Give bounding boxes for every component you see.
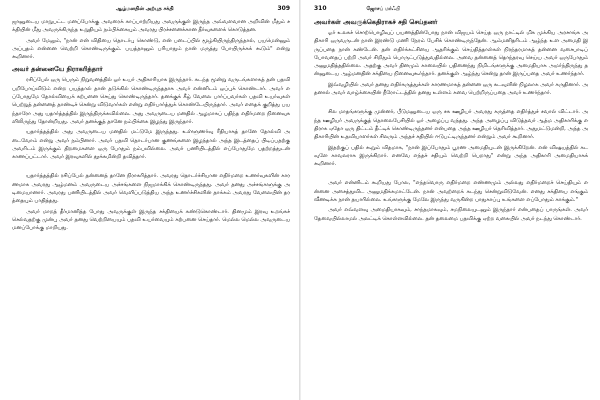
right-page-number: 310 [314,5,327,12]
paragraph: சில மாதங்களுக்கு முன்னர், பீடுமனுடைய ஒரு சக ஊழியர் அவரது கருத்தை எதிர்த்துச் சவால் விட்டார். அந்த ஊழியர் அவருக்குத் தொலைபேசியில் ஓர் அழைப்பு வந்தது. அந்த அழைப்பு விடுத்தவர் ஆத்ம அதிகாரிக்கு எதிராக ஏதோ ஒரு திட்டம் தீட்டிக் கொண்டிருந்தனர் என்பதை அந்த ஊழியர் தெரிவித்தார். அதுமட்டுமன்றி, அந்த அதிகாரியின் உதவியாளர்கள் சிலரும் அந்தச் சதியில் ஈடுபட்டிருந்தனர் என்றும் அவர் கூறினார். [314,109,588,141]
paragraph: அவர் மேலும், "நான் என் விதியை தொடர்பு கொண்டு, என் படைப்பில் மூழ்கியிருந்திருந்தால், பயமென்னும் அப்புதம் என்னை வெற்றி கொண்டிருக்கும். பயத்தானும் பரியாதும் நான் மருத்து போயிருக்கக் கூடும்" என்று கூறினார். [12,37,290,61]
paragraph: ஜானுடைய மாறுபட்ட மனப்போக்கு அவரைக் காப்பாற்றியது அவருக்குள் இருந்த அவ்வளவான அறிவின் மீதும் சக்தியின் மீது அவருக்கிருந்த உறுதியும் நம்பிக்கையும் அவரது பிரச்சனைக்கான தீர்வுகளைக் கொடுத்தன. [12,19,290,34]
right-running-head [314,5,588,14]
right-page [300,0,600,400]
right-section-heading: அவர்கள் அவருக்கெதிராகச் சதி செய்தனர் [314,18,438,26]
left-section-heading: அவர் தன்னையே நிராகரித்தார் [12,65,103,74]
paragraph: அவர் எவ்வளவு அமைதியாகவும், சாந்தமாகவும், சமநிலையுடனும் இருந்தார் என்பதைப் பாருங்கள். அவர் தேவையில்லாமல் அலட்டிக் கொள்ளவில்லை. தன் தலைமை பதவிக்கு ஏற்ற வகையில் அவர் நடந்து கொண்டார். [314,207,588,222]
paragraph: இவ்வழியில் அவர் தனது எதிர்கருத்துக்கள் காரணமாகத் தன்னை ஒரு கடவுளின் நிழலாக அவர் கருதினார். அதனால் அவர் வாழ்க்கையின் நீரோட்டத்தில் தனது உள்ளம் சுவை பெற்றிருப்பதை அவர் உணர்ந்தார். [314,81,588,97]
left-running-title: ஆழ்மனதின் அற்புத சக்தி [115,6,174,12]
left-page-number: 309 [277,5,290,12]
paragraph: ரசிப்பேல் ஒரு பெரும் நிறுவனத்தில் ஓர் உயர் அதிகாரியாக இருந்தார். கடந்த மூன்று வருடங்களாகத் தன் பதவி பறிபோய்விடும் என்ற பயத்தால் தான் தடுக்கில் கொண்டிருந்ததாக அவர் என்னிடம் ஒப்புக் கொண்டார். அவர் எப்போதுமே தோல்வியைக் கற்பனை செய்து கொண்டிருந்தார். தனக்குக் கீழ் வேலை பார்ப்பவர்கள் பதவி உயர்வுகள் பெற்றுத் தன்னைத் தாண்டிச் சென்று விடுவார்கள் என்று எதிர்பார்த்துக் கொண்டேயிருந்தார். அவர் எதைக் குறித்து பயந்தாரோ அது யதார்த்தத்தில் இருந்திருக்கவில்லை. அது அவருடைய மனதில் ஆழமாகப் பதிந்த எதிர்மறை நினைவுகளிலிருந்து தோன்றியது. அவர் தனக்குத் தானே நம்பிக்கை இழந்து இருந்தார். [12,77,290,125]
paragraph: ஓர் உலகச் சொற்பொழிவுப் பயணத்தின்போது நான் விஜயம் செய்த ஒரு நாட்டில் மிக முக்கிய அரசாங்க அதிகாரி ஒருவருடன் நான் இரண்டு மணி நேரம் பேசிக் கொண்டிருந்தேன். ஆம்மனிதரிடம் ஆழ்ந்த உள அமைதி இருப்பதை நான் கண்டேன். தன் எதிர்க்கட்சியை ஆதரிக்கும் செய்தித்தாள்கள் நிரந்தரமாகத் தன்னை வசைபாடிப் போவதைப் பற்றி அவர் சிறிதும் பொருட்படுத்துவதில்லை. அவை தன்னைத் தொந்தரவு செய்ய அவர் ஒருபோதும் அனுமதித்ததில்லை. அதற்கு அவர் தினமும் காலையில் பதினைந்து நிமிடங்களுக்கு அமைதியாக அமர்ந்திருந்து தன்னுடைய ஆழ்மனதின் சக்தியை நினைவுகூர்ந்தார். தனக்குள் ஆழ்ந்து சென்று தான் இருப்பதை அவர் உணர்ந்தார். [314,30,588,78]
paragraph-gap [314,99,588,108]
paragraph-gap [12,163,290,172]
right-running-title: ஜோசப் மர்ஃபி [366,6,401,12]
paragraph: யதார்த்தத்தில் அது அவருடைய மனதில் மட்டுமே இருந்தது. உள்ளுணர்வு ரீதியாகத் தானே தோல்வி அடைவோம் என்று அவர் நம்பினார். அவர் பதவி தொடர்பான குணங்களை இழந்தால் அந்த இடத்தைப் பிடிப்பதற்கு அவரிடம் இருக்கும் திறமைகளை ஒரு போதும் நம்பவில்லை. அவர் பணியிடத்தில் எப்போதுமே பதற்றத்துடன் காணப்பட்டார். அவர் இரவுகளில் தூக்கமின்றி தவித்தார். [12,129,290,161]
left-running-head [12,5,290,14]
paragraph-gap [314,170,588,179]
paragraph: இதற்குப் பதில் கூறும் விதமாக, "நான் இப்போதும் பூரண அமைதியுடன் இருக்கிறேன். என் விஷயத்தில் கடவுளே காவலராக இருக்கிறார். எனவே எந்தச் சதியும் வெற்றி பெறாது" என்று அந்த அதிகாரி அமைதியாகக் கூறினார். [314,144,588,168]
paragraph: அவர் என்னிடம் கூறியது போல, "எந்தவொரு எதிர்மறை எண்ணமும் அல்லது எதிர்மறைச் செய்தியும் என்னை அசைத்துவிட அனுமதிக்கமாட்டேன். நான் அவற்றைக் கடந்து சென்றுவிடுவேன். எனது சக்தியை எங்கும் வீணடிக்க நான் தயாரில்லை. உங்களுக்கு மேலே இருந்து வருகின்ற பாதுகாப்பு உங்களை எப்போதும் காக்கும்." [314,180,588,204]
paragraph: அவர் மாறத் தீர்மானித்த போது அவருக்குள் இருந்த சக்தியைக் கண்டுகொண்டார். தினமும் இரவு உறங்கச் செல்வதற்கு முன்பு அவர் தனது வெற்றியையும் பதவி உயர்வையும் கற்பனை செய்தார். மெல்ல மெல்ல அவருடைய மனப்போக்கு மாறியது. [12,208,290,232]
paragraph: யதார்த்தத்தில் ரசிப்பேல் தன்னைத் தானே நிராகரித்தார். அவரது தொடர்ச்சியான எதிர்மறை உணர்வுகளின் காரணமாக அவரது ஆழ்மனம் அவருடைய அச்சங்களை நிஜமாக்கிக் கொண்டிருந்தது. அவர் தனது அச்சங்களுக்கு அடிமையானார். அவரது பணியிடத்தில் அவர் வெளிப்படுத்திய அந்த உணர்ச்சிகளின் தாக்கம் அவரது வேலையின் தரத்தையும் பாதித்தது. [12,173,290,205]
